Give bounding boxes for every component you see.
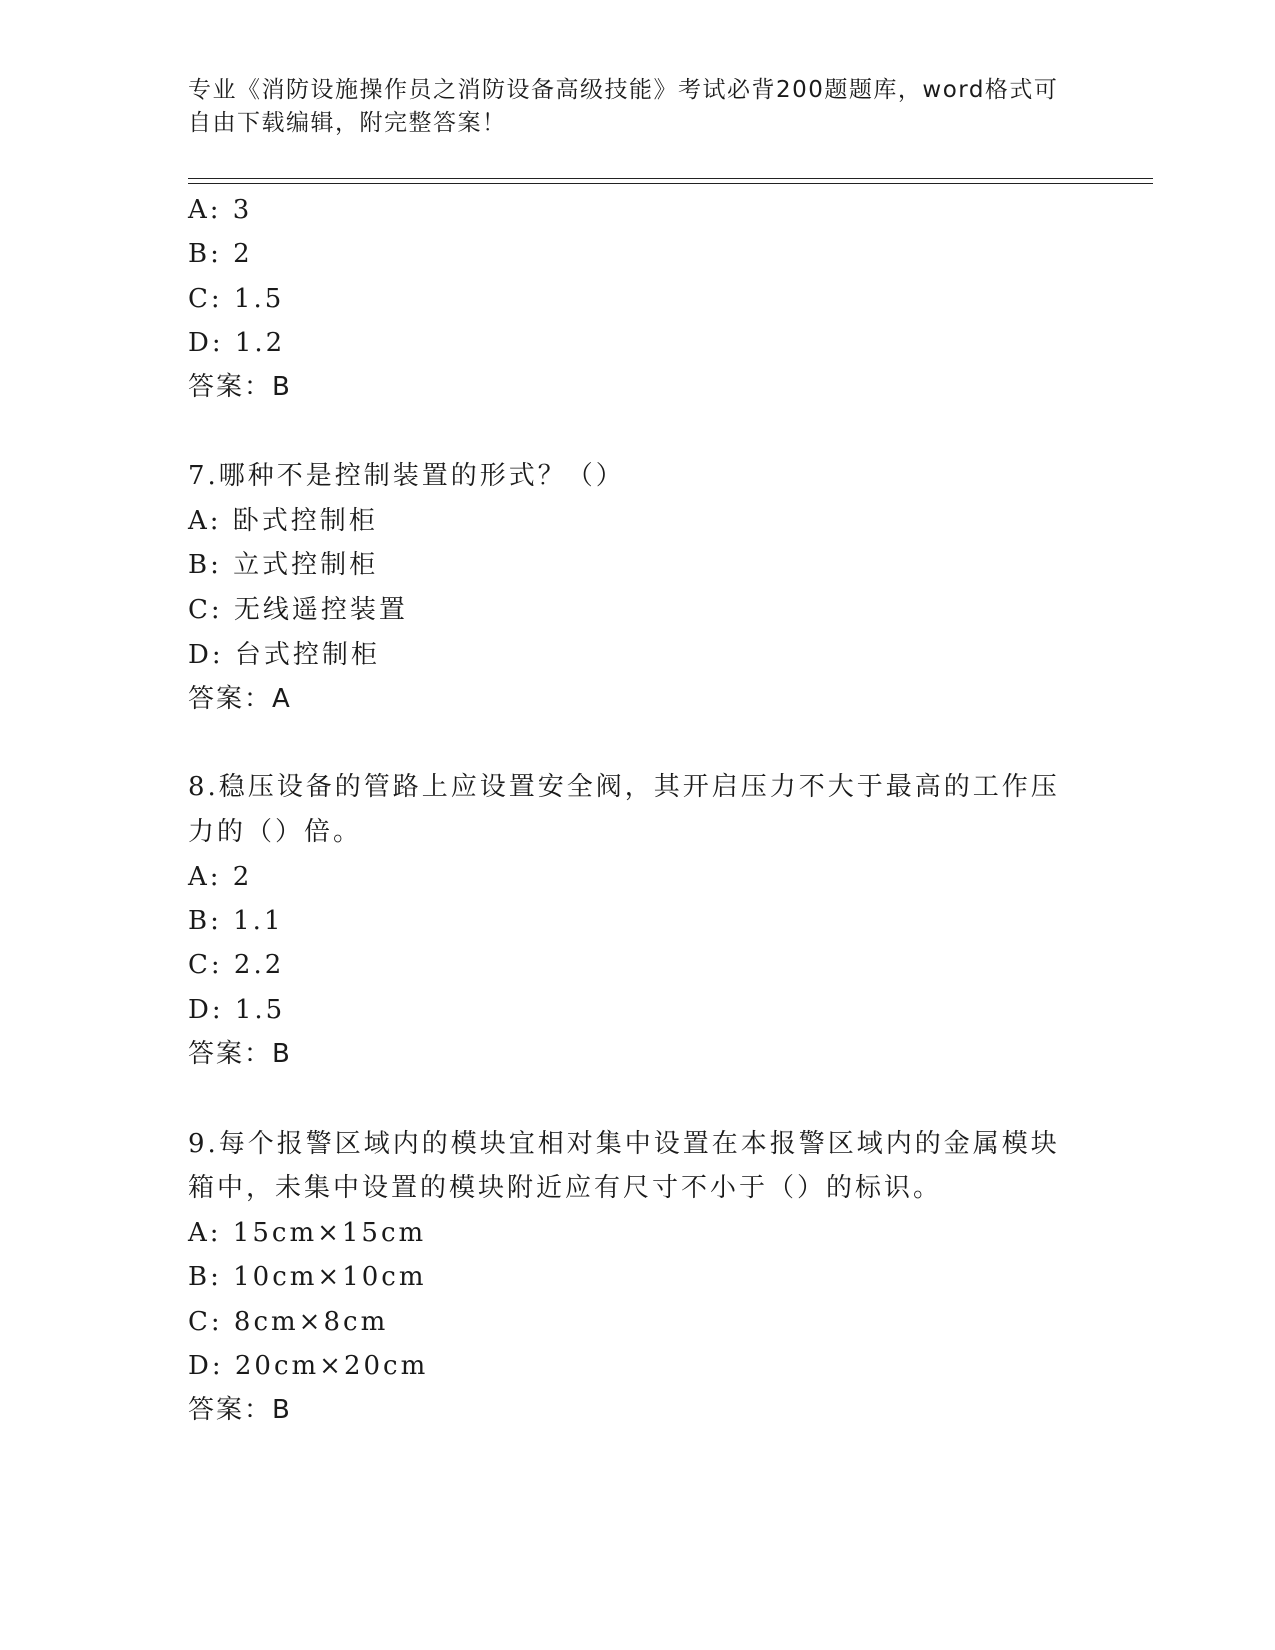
q8-option-d: D: 1.5 xyxy=(188,995,286,1025)
q6-option-b: B: 2 xyxy=(188,239,253,269)
q7-option-b: B: 立式控制柜 xyxy=(188,550,379,580)
header-line-2: 自由下载编辑，附完整答案！ xyxy=(188,110,507,136)
q8-answer: 答案：B xyxy=(188,1039,292,1069)
q7-option-d: D: 台式控制柜 xyxy=(188,640,380,670)
header-divider-bottom xyxy=(188,183,1153,184)
q9-option-b: B: 10cm×10cm xyxy=(188,1262,427,1292)
q8-question-line-2: 力的（）倍。 xyxy=(188,817,363,847)
q9-question-line-1: 9.每个报警区域内的模块宜相对集中设置在本报警区域内的金属模块 xyxy=(188,1129,1060,1159)
q9-question-line-2: 箱中，未集中设置的模块附近应有尺寸不小于（）的标识。 xyxy=(188,1173,943,1203)
header-divider-top xyxy=(188,178,1153,179)
q7-option-c: C: 无线遥控装置 xyxy=(188,595,408,625)
q6-option-c: C: 1.5 xyxy=(188,284,285,314)
q6-option-a: A: 3 xyxy=(188,195,253,225)
q8-question-line-1: 8.稳压设备的管路上应设置安全阀，其开启压力不大于最高的工作压 xyxy=(188,772,1060,802)
q8-option-a: A: 2 xyxy=(188,862,253,892)
q7-question: 7.哪种不是控制装置的形式？（） xyxy=(188,461,625,491)
q6-answer: 答案：B xyxy=(188,372,292,402)
q8-option-c: C: 2.2 xyxy=(188,950,285,980)
q9-answer: 答案：B xyxy=(188,1395,292,1425)
q8-option-b: B: 1.1 xyxy=(188,906,284,936)
header-line-1: 专业《消防设施操作员之消防设备高级技能》考试必背200题题库，word格式可 xyxy=(188,77,1059,103)
q7-option-a: A: 卧式控制柜 xyxy=(188,506,378,536)
q9-option-a: A: 15cm×15cm xyxy=(188,1218,427,1248)
q9-option-c: C: 8cm×8cm xyxy=(188,1307,389,1337)
q6-option-d: D: 1.2 xyxy=(188,328,286,358)
q7-answer: 答案：A xyxy=(188,684,292,714)
q9-option-d: D: 20cm×20cm xyxy=(188,1351,429,1381)
document-header xyxy=(188,74,1068,140)
